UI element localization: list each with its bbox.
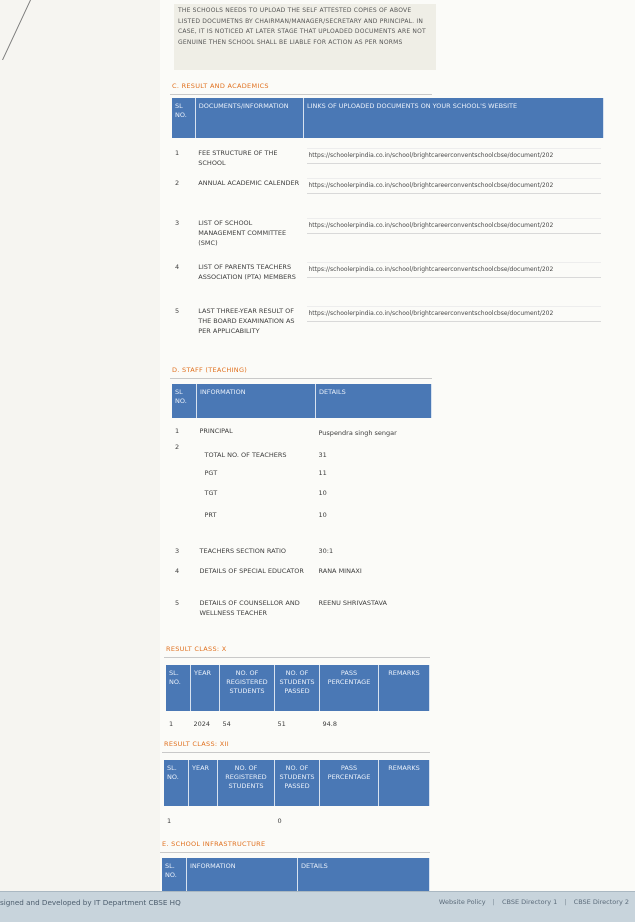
section-title-staff: D. STAFF (TEACHING): [172, 366, 248, 374]
section-title-results-academics: C. RESULT AND ACADEMICS: [172, 82, 269, 90]
col-header-details: DETAILS: [316, 384, 432, 418]
sl-number: 1: [167, 817, 172, 825]
table-row: [164, 806, 430, 830]
document-name: LIST OF SCHOOL MANAGEMENT COMMITTEE (SMC): [198, 219, 287, 247]
table-row: [172, 504, 432, 540]
staff-value: Puspendra singh sengar: [318, 429, 397, 437]
document-link[interactable]: https://schoolerpindia.co.in/school/brightcareerconventschoolcbse/document/202: [307, 178, 601, 194]
col-header-sl: SL. NO.: [164, 760, 189, 806]
col-header-links: LINKS OF UPLOADED DOCUMENTS ON YOUR SCHOOL'S WEBSITE: [304, 98, 604, 138]
footer-credit: signed and Developed by IT Department CBSE HQ: [0, 898, 181, 907]
footer-separator: |: [492, 898, 495, 906]
table-row: [172, 178, 604, 218]
col-header-percentage: PASS PERCENTAGE: [320, 665, 379, 711]
footer-link-cbse-directory-2[interactable]: CBSE Directory 2: [573, 898, 629, 906]
staff-value: 10: [318, 511, 327, 519]
col-header-passed: NO. OF STUDENTS PASSED: [275, 760, 320, 806]
result-registered: 54: [222, 720, 231, 728]
infrastructure-table: [162, 858, 430, 892]
staff-value: 30:1: [318, 547, 334, 555]
staff-label: PGT: [204, 469, 218, 477]
staff-label: DETAILS OF COUNSELLOR AND WELLNESS TEACHER: [199, 599, 300, 617]
table-row: [172, 218, 604, 262]
upload-notice: THE SCHOOLS NEEDS TO UPLOAD THE SELF ATTESTED COPIES OF ABOVE LISTED DOCUMETNS BY CHAIRMAN/MANAGER/SECRETARY AND PRINCIPAL. IN CASE, IT IS NOTICED AT LATER STAGE THAT UPLOADED DOCUMENTS ARE NOT GENUINE THEN SCHOOL SHALL BE LIABLE FOR ACTION AS PER NORMS: [174, 4, 436, 70]
staff-value: RANA MINAXI: [318, 567, 362, 575]
footer-link-cbse-directory-1[interactable]: CBSE Directory 1: [501, 898, 558, 906]
footer-links: [439, 898, 629, 906]
table-row: [172, 460, 432, 482]
sl-number: 5: [175, 307, 180, 315]
section-rule: [170, 378, 432, 379]
document-name: ANNUAL ACADEMIC CALENDER: [198, 179, 300, 187]
table-row: [172, 482, 432, 504]
col-header-details: DETAILS: [298, 858, 430, 892]
col-header-sl: SL NO.: [172, 98, 195, 138]
result-x-table: [166, 665, 430, 735]
section-title-result-x: RESULT CLASS: X: [166, 645, 227, 653]
table-row: [172, 594, 432, 622]
page-fold: [0, 0, 31, 60]
document-link[interactable]: https://schoolerpindia.co.in/school/brightcareerconventschoolcbse/document/202: [307, 262, 601, 278]
staff-value: REENU SHRIVASTAVA: [318, 599, 387, 607]
col-header-year: YEAR: [189, 760, 218, 806]
sl-number: 1: [175, 149, 180, 157]
table-row: [172, 418, 432, 438]
staff-label: PRINCIPAL: [199, 427, 233, 435]
document-link[interactable]: https://schoolerpindia.co.in/school/brightcareerconventschoolcbse/document/202: [307, 218, 601, 234]
result-year: [189, 806, 218, 830]
result-passed: 51: [277, 720, 286, 728]
col-header-information: INFORMATION: [197, 384, 316, 418]
col-header-documents: DOCUMENTS/INFORMATION: [195, 98, 303, 138]
col-header-registered: NO. OF REGISTERED STUDENTS: [220, 665, 275, 711]
section-rule: [170, 94, 432, 95]
result-registered: [218, 806, 275, 830]
col-header-information: INFORMATION: [187, 858, 298, 892]
document-link[interactable]: https://schoolerpindia.co.in/school/brightcareerconventschoolcbse/document/202: [307, 148, 601, 164]
staff-label: TOTAL NO. OF TEACHERS: [204, 451, 287, 459]
staff-label: TGT: [204, 489, 218, 497]
col-header-registered: NO. OF REGISTERED STUDENTS: [218, 760, 275, 806]
table-row: [172, 262, 604, 306]
results-academics-table: [172, 98, 604, 364]
result-remarks: [379, 711, 430, 735]
staff-value: 11: [318, 469, 327, 477]
sl-number: 5: [175, 599, 180, 607]
result-xii-table: [164, 760, 430, 830]
col-header-year: YEAR: [191, 665, 220, 711]
sl-number: 2: [175, 443, 180, 451]
col-header-sl: SL. NO.: [162, 858, 187, 892]
result-year: 2024: [193, 720, 211, 728]
col-header-passed: NO. OF STUDENTS PASSED: [275, 665, 320, 711]
col-header-remarks: REMARKS: [379, 760, 430, 806]
result-percentage: 94.8: [322, 720, 337, 728]
staff-label: TEACHERS SECTION RATIO: [199, 547, 287, 555]
table-row: [172, 562, 432, 594]
document-name: FEE STRUCTURE OF THE SCHOOL: [198, 149, 278, 167]
section-rule: [160, 852, 430, 853]
table-row: [172, 540, 432, 562]
sl-number: 4: [175, 567, 180, 575]
sl-number: 2: [175, 179, 180, 187]
staff-label: PRT: [204, 511, 217, 519]
section-title-infrastructure: E. SCHOOL INFRASTRUCTURE: [162, 840, 266, 848]
document-link[interactable]: https://schoolerpindia.co.in/school/brightcareerconventschoolcbse/document/202: [307, 306, 601, 322]
staff-label: DETAILS OF SPECIAL EDUCATOR: [199, 567, 304, 575]
result-percentage: [320, 806, 379, 830]
sl-number: 4: [175, 263, 180, 271]
sl-number: 1: [169, 720, 174, 728]
col-header-sl: SL. NO.: [166, 665, 191, 711]
staff-table: [172, 384, 432, 622]
result-remarks: [379, 806, 430, 830]
result-passed: 0: [277, 817, 282, 825]
document-name: LIST OF PARENTS TEACHERS ASSOCIATION (PTA) MEMBERS: [198, 263, 296, 281]
sl-number: 3: [175, 219, 180, 227]
footer-link-website-policy[interactable]: Website Policy: [438, 898, 486, 906]
table-row: [172, 438, 432, 460]
site-footer: [0, 891, 635, 922]
col-header-percentage: PASS PERCENTAGE: [320, 760, 379, 806]
table-row: [172, 306, 604, 364]
col-header-remarks: REMARKS: [379, 665, 430, 711]
staff-value: 10: [318, 489, 327, 497]
footer-separator: |: [564, 898, 567, 906]
document-name: LAST THREE-YEAR RESULT OF THE BOARD EXAMINATION AS PER APPLICABILITY: [198, 307, 295, 335]
sl-number: 1: [175, 427, 180, 435]
section-title-result-xii: RESULT CLASS: XII: [164, 740, 229, 748]
table-row: [166, 711, 430, 735]
col-header-sl: SL NO.: [172, 384, 197, 418]
table-row: [172, 138, 604, 178]
sl-number: 3: [175, 547, 180, 555]
staff-value: 31: [318, 451, 327, 459]
section-rule: [162, 752, 430, 753]
section-rule: [164, 657, 430, 658]
